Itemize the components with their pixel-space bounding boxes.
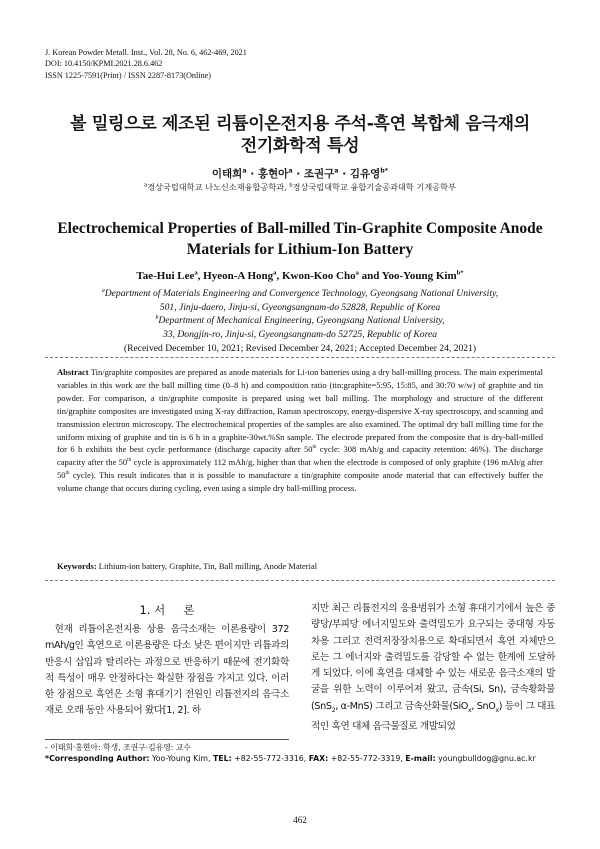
body-sub: x	[495, 706, 499, 714]
body-column-right	[311, 601, 555, 735]
corr-name: Yoo-Young Kim,	[149, 754, 213, 763]
keywords	[57, 561, 543, 571]
divider-bottom	[45, 580, 555, 581]
english-authors	[0, 270, 600, 282]
journal-citation: J. Korean Powder Metall. Inst., Vol. 28, No. 6, 462-469, 2021	[45, 48, 247, 57]
section-heading: 1. 서 론	[139, 603, 195, 617]
author-name: 이태희	[211, 168, 243, 180]
aff-text: Department of Materials Engineering and Convergence Technology, Gyeongsang National University,	[104, 288, 499, 299]
body-sub: x	[468, 706, 472, 714]
abstract-text: cycle: 308 mAh/g and capacity retention: 46%). The discharge capacity after the 50	[57, 444, 543, 468]
body-text: ) 등이 그 대표적인 흑연 대체 음극물질로 개발되었	[311, 700, 555, 732]
body-text: , α-MnS) 그리고 금속산화물(SiO	[335, 700, 468, 712]
author-name: Tae-Hui Lee	[136, 270, 195, 282]
english-title	[0, 218, 600, 260]
abstract-sup: th	[312, 444, 317, 451]
fax-value: +82-55-772-3319,	[328, 754, 406, 763]
author-name: · 홍현아	[246, 168, 289, 180]
aff-sup: a	[144, 182, 148, 189]
footnote	[45, 742, 536, 764]
page-number: 462	[293, 815, 307, 825]
footnote-corresponding	[45, 753, 536, 764]
divider-top	[45, 357, 555, 358]
abstract-text: Tin/graphite composites are prepared as anode materials for Li-ion batteries using a dry ball-milling process. The main experimental variables in this work are the ball milling time (0–8 h) and composition ratio (tin:graphite=5:95, 15:85, and 30:70 w/w) of graphite and tin powder. For comparison, a tin/graphite composite is prepared using wet ball milling. The morphology and structure of the different tin/graphite composites are investigated using X-ray diffraction, Raman spectroscopy, energy-dispersive X-ray spectroscopy, and scanning and transmission electron microscopy. The electrochemical properties of the samples are also examined. The optimal dry ball milling time for the uniform mixing of graphite and tin is 6 h in a graphite-30wt.%Sn sample. The electrode prepared from the composite that is dry-ball-milled for 6 h exhibits the best cycle performance (discharge capacity after 50	[57, 367, 543, 455]
aff-text: 경상국립대학교 융합기술공과대학 기계공학부	[292, 182, 456, 192]
doi: DOI: 10.4150/KPMI.2021.28.6.462	[45, 59, 163, 69]
corr-label: *Corresponding Author:	[45, 754, 150, 763]
journal-header	[45, 47, 247, 81]
korean-authors	[0, 166, 600, 181]
keywords-label: Keywords:	[57, 561, 97, 571]
author-name: , Kwon-Koo Cho	[276, 270, 356, 282]
author-name: and Yoo-Young Kim	[358, 270, 457, 282]
abstract-text: cycle). This result indicates that it is possible to manufacture a tin/graphite composite anode material that can effectively buffer the volume change that occurs during cycling, even using a simple dry ball-milling process.	[57, 470, 543, 494]
tel-label: TEL:	[212, 754, 232, 763]
korean-title-line1: 볼 밀링으로 제조된 리튬이온전지용 주석-흑연 복합체 음극재의	[70, 114, 530, 134]
author-sup: a	[194, 269, 198, 277]
issn: ISSN 1225-7591(Print) / ISSN 2287-8173(Online)	[45, 70, 212, 80]
tel-value: +82-55-772-3316,	[231, 754, 309, 763]
author-sup: a	[334, 167, 339, 175]
author-sup: a	[288, 167, 293, 175]
korean-title-line2: 전기화학적 특성	[240, 136, 360, 156]
body-column-left: 현재 리튬이온전지용 상용 음극소재는 이론용량이 372 mAh/g인 흑연으로 이론용량은 다소 낮은 편이지만 리튬과의 반응시 삽입과 탈리라는 과정으로 반응하기 때문에 전기화학적 특성이 매우 안정하다는 확실한 장점을 가지고 있다. 이러한 장점으로 흑연은 소형 휴대기기 전원인 리튬전지의 음극소재로 오래 동안 사용되어 왔다[1, 2]. 하	[45, 624, 289, 717]
aff-text: 경상국립대학교 나노신소재융합공학과,	[147, 182, 290, 192]
abstract-sup: th	[65, 470, 70, 477]
english-title-line1: Electrochemical Properties of Ball-milled Tin-Graphite Composite Anode	[57, 220, 543, 237]
email-value: youngbulldog@gnu.ac.kr	[435, 754, 536, 763]
author-name: · 김유영	[338, 168, 381, 180]
aff-b-line2: 33, Dongjin-ro, Jinju-si, Gyeongsangnam-do 52725, Republic of Korea	[162, 329, 437, 341]
english-affiliations	[0, 287, 600, 356]
aff-sup: a	[101, 287, 105, 294]
abstract	[57, 366, 543, 495]
fax-label: FAX:	[308, 754, 329, 763]
footnote-rule	[45, 739, 289, 740]
keywords-text: Lithium-ion battery, Graphite, Tin, Ball milling, Anode Material	[96, 561, 318, 571]
received-dates: (Received December 10, 2021; Revised December 24, 2021; Accepted December 24, 2021)	[123, 342, 477, 354]
footnote-roles: - 이태희·홍현아: 학생, 조권구·김유영: 교수	[45, 743, 191, 752]
author-name: · 조권구	[292, 168, 335, 180]
author-sup: a	[242, 167, 247, 175]
aff-a-line1	[0, 287, 600, 301]
aff-b-line1	[0, 314, 600, 328]
korean-affiliations	[0, 182, 600, 193]
korean-title	[0, 113, 600, 157]
author-sup: b*	[456, 269, 464, 277]
body-sub: 2	[331, 706, 336, 714]
email-label: E-mail:	[405, 754, 436, 763]
author-sup: a	[355, 269, 359, 277]
abstract-label: Abstract	[57, 367, 89, 377]
body-text: 지만 최근 리튬전지의 응용범위가 소형 휴대기기에서 높은 중량당/부피당 에너지밀도와 출력밀도가 요구되는 중대형 자동차용 그리고 전력저장장치용으로 확대되면서 흑연 자체만으로는 그 에너지와 출력밀도를 감당할 수 없는 한계에 도달하게 되었다. 이에 흑연을 대체할 수 있는 새로운 음극소재의 발굴을 위한 노력이 이루어져 왔고, 금속(Si, Sn), 금속황화물(SnS	[311, 603, 555, 712]
aff-text: Department of Mechanical Engineering, Gyeongsang National University,	[158, 315, 445, 327]
author-name: , Hyeon-A Hong	[197, 270, 274, 282]
author-sup: a	[273, 269, 277, 277]
aff-sup: b	[289, 182, 293, 189]
english-title-line2: Materials for Lithium-Ion Battery	[186, 241, 414, 258]
abstract-text: cycle is approximately 112 mAh/g, higher than that when the electrode is composed of only graphite (196 mAh/g after 50	[57, 457, 543, 481]
aff-sup: b	[155, 315, 159, 322]
abstract-sup: th	[127, 457, 132, 464]
body-text: , SnO	[471, 700, 496, 712]
author-sup: b*	[380, 167, 389, 175]
aff-a-line2: 501, Jinju-daero, Jinju-si, Gyeongsangnam-do 52828, Republic of Korea	[159, 301, 441, 313]
